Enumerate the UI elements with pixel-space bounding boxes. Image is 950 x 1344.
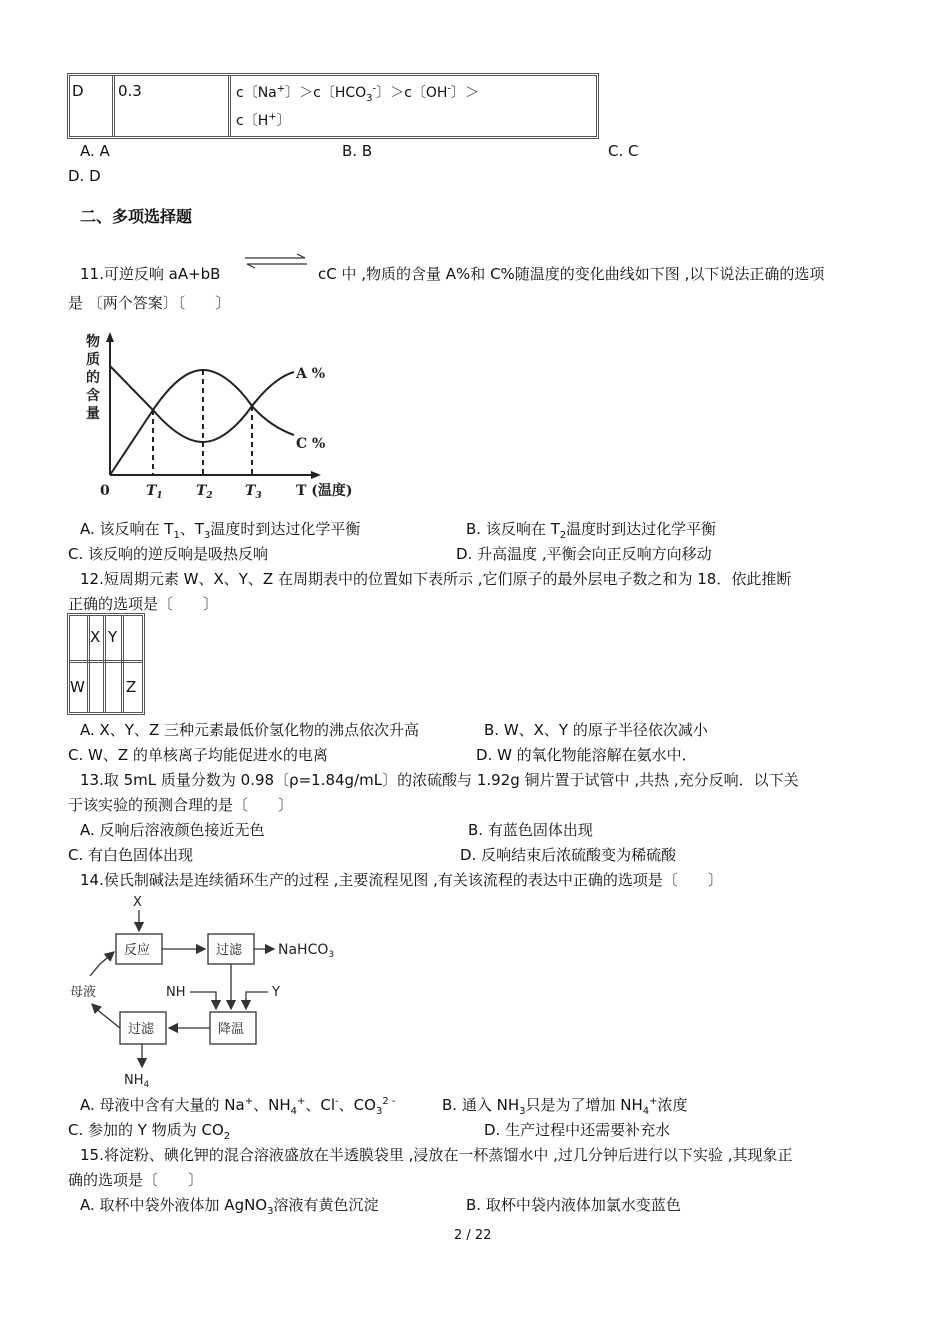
y-label-char: 量 — [86, 406, 100, 422]
q10-option-b: B. B — [342, 142, 373, 160]
filter-label-1: 过滤 — [216, 943, 243, 958]
y-axis-arrow — [106, 332, 114, 342]
q14-option-a: A. 母液中含有大量的 Na+、$NH_4^+$、Cl-、$CO_3^{2 -}$ — [80, 1096, 396, 1117]
y-label-char: 物 — [86, 334, 100, 350]
q12-option-b: B. W、X、Y 的原子半径依次减小 — [484, 721, 708, 739]
q13-stem-line1: 13.取 5mL 质量分数为 0.98〔ρ=1.84g/mL〕的浓硫酸与 1.92g 铜片置于试管中 ,共热 ,充分反响．以下关 — [80, 771, 799, 789]
q12-option-c: C. W、Z 的单核离子均能促进水的电离 — [68, 746, 328, 764]
x-axis-label: T (温度) — [296, 483, 353, 499]
q12-option-a: A. X、Y、Z 三种元素最低价氢化物的沸点依次升高 — [80, 721, 420, 739]
q15-stem-line1: 15.将淀粉、碘化钾的混合溶液盛放在半透膜袋里 ,浸放在一杯蒸馏水中 ,过几分钟后进行以下实验 ,其现象正 — [80, 1146, 793, 1164]
y-label-char: 质 — [86, 352, 100, 368]
q13-option-b: B. 有蓝色固体出现 — [468, 821, 593, 839]
q12-stem-line2: 正确的选项是〔 〕 — [68, 595, 219, 613]
q12-stem-line1: 12.短周期元素 W、X、Y、Z 在周期表中的位置如下表所示 ,它们原子的最外层电子数之和为 18．依此推断 — [80, 570, 792, 588]
data-table — [67, 73, 599, 139]
curve-label-c: C % — [296, 436, 326, 452]
q11-stem-line2: 是 〔两个答案〕〔 〕 — [68, 294, 231, 312]
q15-stem-line2: 确的选项是〔 〕 — [68, 1171, 204, 1189]
q11-option-d: D. 升高温度 ,平衡会向正反响方向移动 — [456, 545, 712, 563]
nahco3-label: NaHCO$_3$ — [278, 942, 335, 960]
q11-option-c: C. 该反响的逆反响是吸热反响 — [68, 545, 269, 563]
mother-liquor-label: 母液 — [70, 985, 97, 1000]
q14-option-d: D. 生产过程中还需要补充水 — [484, 1121, 671, 1139]
q10-option-c: C. C — [608, 142, 639, 160]
cell-z: Z — [126, 678, 137, 696]
reaction-label: 反应 — [124, 943, 151, 958]
q13-stem-line2: 于该实验的预测合理的是〔 〕 — [68, 796, 294, 814]
q13-option-c: C. 有白色固体出现 — [68, 846, 194, 864]
process-flowchart — [66, 892, 366, 1092]
curve-a-percent — [110, 370, 294, 475]
filter-label-2: 过滤 — [128, 1022, 155, 1037]
ion-order-line2: c〔H+〕 — [236, 111, 291, 129]
cell-w: W — [70, 678, 85, 696]
q12-option-d: D. W 的氧化物能溶解在氨水中． — [476, 746, 697, 764]
origin-label: 0 — [100, 483, 110, 499]
cooling-label: 降温 — [218, 1022, 245, 1037]
q10-option-d: D. D — [68, 167, 101, 185]
q15-option-b: B. 取杯中袋内液体加氯水变蓝色 — [466, 1196, 681, 1214]
q11-option-b: B. 该反响在 $T_2$温度时到达过化学平衡 — [466, 520, 717, 541]
tick-t1: $T_1$ — [146, 483, 163, 501]
q11-stem-part2: cC 中 ,物质的含量 A%和 C%随温度的变化曲线如下图 ,以下说法正确的选项 — [318, 265, 825, 283]
nh4-output-label: $NH_4$ — [124, 1073, 150, 1090]
ion-order-line1: c〔Na+〕＞c〔$HCO_3^-$〕＞c〔OH-〕＞ — [236, 83, 480, 104]
periodic-grid — [67, 613, 145, 715]
q10-option-a: A. A — [80, 142, 110, 160]
q11-option-a: A. 该反响在 $T_1$、$T_3$温度时到达过化学平衡 — [80, 520, 361, 541]
tick-t2: $T_2$ — [196, 483, 213, 501]
input-y-label: Y — [272, 985, 280, 1000]
q15-option-a: A. 取杯中袋外液体加 AgNO$_3$溶液有黄色沉淀 — [80, 1196, 379, 1217]
curve-label-a: A % — [296, 366, 326, 382]
q11-stem-part1: 11.可逆反响 aA+bB — [80, 265, 221, 283]
temperature-content-graph — [80, 330, 370, 505]
y-label-char: 的 — [86, 370, 100, 386]
y-label-char: 含 — [86, 388, 100, 404]
cell-y: Y — [108, 628, 118, 646]
q13-option-a: A. 反响后溶液颜色接近无色 — [80, 821, 265, 839]
nh-input-label: NH — [166, 985, 186, 1000]
section-title: 二、多项选择题 — [80, 207, 193, 226]
page-number: 2 / 22 — [454, 1228, 492, 1243]
q14-option-b: B. 通入 $NH_3$只是为了增加 $NH_4^+$浓度 — [442, 1096, 688, 1117]
q14-stem: 14.侯氏制碱法是连续循环生产的过程 ,主要流程见图 ,有关该流程的表达中正确的选项是〔 〕 — [80, 871, 723, 889]
cell-x: X — [90, 628, 101, 646]
tick-t3: $T_3$ — [245, 483, 262, 501]
curve-c-percent — [110, 366, 294, 442]
q14-option-c: C. 参加的 Y 物质为 $CO_2$ — [68, 1121, 231, 1142]
row-label: D — [72, 82, 84, 100]
row-value: 0.3 — [118, 82, 142, 100]
input-x-label: X — [133, 895, 142, 910]
q13-option-d: D. 反响结束后浓硫酸变为稀硫酸 — [460, 846, 677, 864]
equilibrium-arrow-icon — [243, 252, 309, 270]
x-axis-arrow — [311, 471, 321, 479]
